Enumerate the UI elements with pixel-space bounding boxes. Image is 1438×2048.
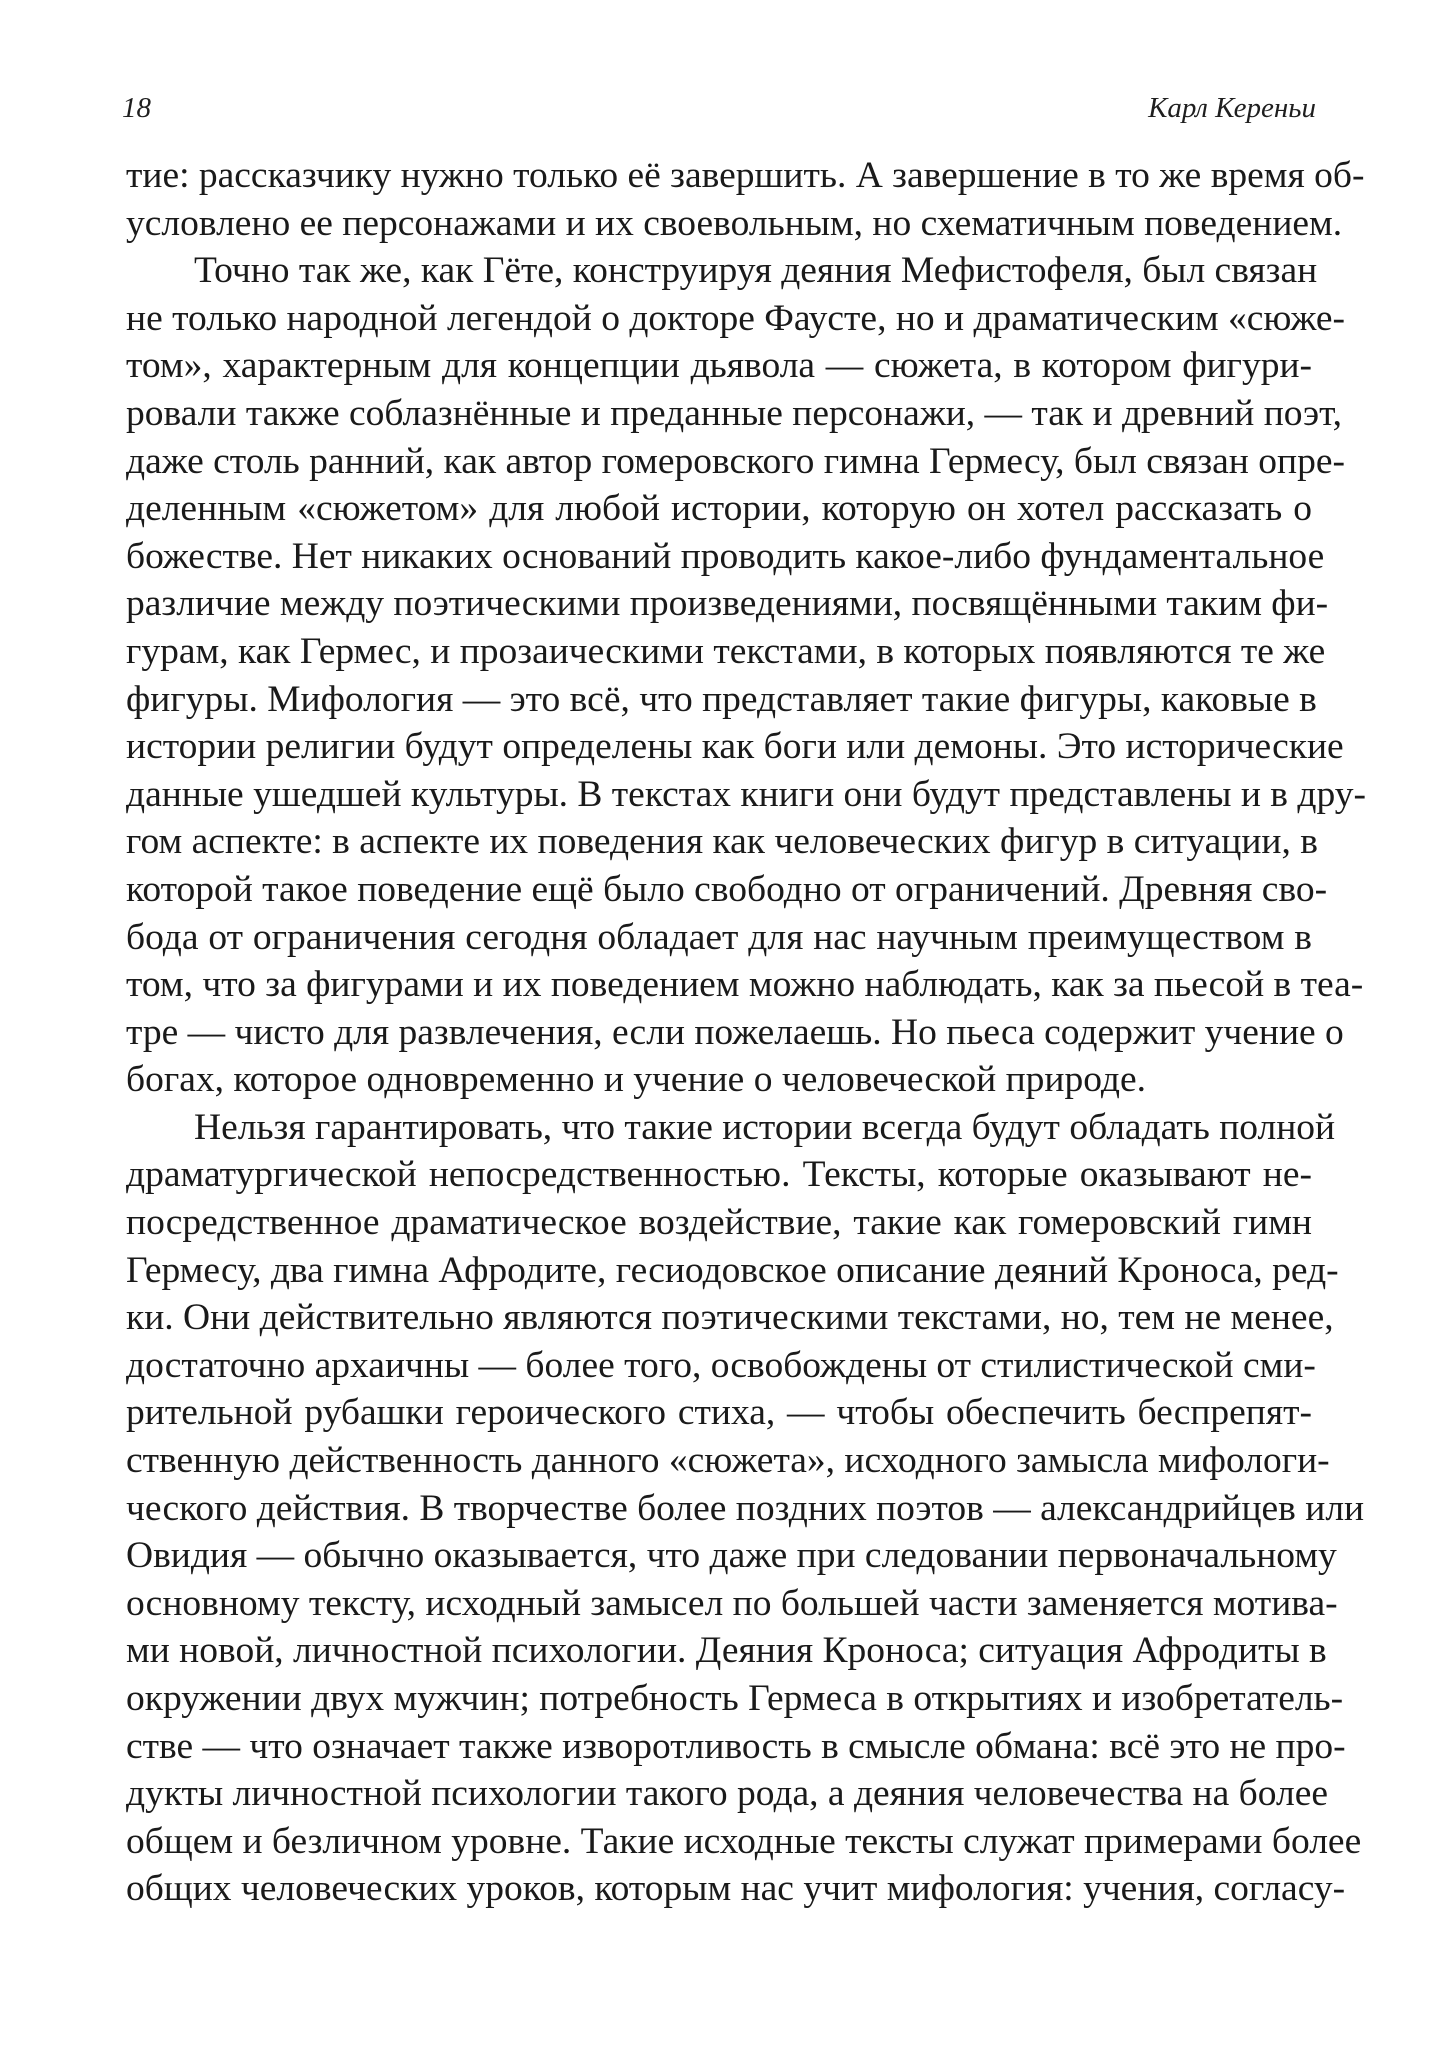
text-line: фигуры. Мифология — это всё, что представляет такие фигуры, каковые в: [126, 678, 1317, 720]
text-line: тие: рассказчику нужно только её завершить. А завершение в то же время об-: [126, 155, 1365, 196]
text-line: рительной рубашки героического стиха, — чтобы обеспечить беспрепят-: [126, 1392, 1312, 1434]
text-line: ровали также соблазнённые и преданные персонажи, — так и древний поэт,: [126, 392, 1343, 434]
text-line: божестве. Нет никаких оснований проводить какое-либо фундаментальное: [126, 535, 1325, 577]
text-line: условлено ее персонажами и их своевольным, но схематичным поведением.: [126, 202, 1343, 244]
body-text: [126, 152, 1366, 1913]
text-line: стве — что означает также изворотливость в смысле обмана: всё это не про-: [126, 1725, 1346, 1767]
text-line: истории религии будут определены как боги или демоны. Это исторические: [126, 726, 1344, 768]
text-line: основному тексту, исходный замысел по большей части заменяется мотива-: [126, 1582, 1338, 1624]
text-line: общем и безличном уровне. Такие исходные тексты служат примерами более: [126, 1820, 1362, 1862]
text-line: Нельзя гарантировать, что такие истории всегда будут обладать полной: [194, 1106, 1336, 1148]
text-line: драматургической непосредственностью. Тексты, которые оказывают не-: [126, 1154, 1312, 1196]
text-line: различие между поэтическими произведениями, посвящёнными таким фи-: [126, 583, 1329, 625]
text-line: бода от ограничения сегодня обладает для нас научным преимуществом в: [126, 916, 1312, 958]
text-line: ческого действия. В творчестве более поздних поэтов — александрийцев или: [126, 1487, 1365, 1529]
running-head-author: Карл Кереньи: [1148, 92, 1316, 124]
text-line: тре — чисто для развлечения, если пожелаешь. Но пьеса содержит учение о: [126, 1011, 1344, 1053]
text-line: гурам, как Гермес, и прозаическими текстами, в которых появляются те же: [126, 630, 1326, 672]
text-line: посредственное драматическое воздействие, такие как гомеровский гимн: [126, 1202, 1312, 1244]
text-line: общих человеческих уроков, которым нас учит мифология: учения, согласу-: [126, 1868, 1346, 1910]
paragraph: [126, 152, 1365, 247]
text-line: окружении двух мужчин; потребность Гермеса в открытиях и изобретатель-: [126, 1678, 1344, 1719]
text-line: Точно так же, как Гёте, конструируя деяния Мефистофеля, был связан: [194, 250, 1318, 292]
text-line: Овидия — обычно оказывается, что даже при следовании первоначальному: [126, 1535, 1337, 1577]
text-line: ми новой, личностной психологии. Деяния Кроноса; ситуация Афродиты в: [126, 1630, 1327, 1672]
paragraph: [126, 1104, 1365, 1913]
text-line: ственную действенность данного «сюжета», исходного замысла мифологи-: [126, 1440, 1330, 1482]
text-line: том, что за фигурами и их поведением можно наблюдать, как за пьесой в теа-: [126, 964, 1364, 1006]
text-line: том», характерным для концепции дьявола — сюжета, в котором фигури-: [126, 345, 1312, 387]
text-line: не только народной легендой о докторе Фаусте, но и драматическим «сюже-: [126, 297, 1346, 339]
text-line: дукты личностной психологии такого рода, а деяния человечества на более: [126, 1773, 1328, 1815]
text-line: ки. Они действительно являются поэтическими текстами, но, тем не менее,: [126, 1297, 1334, 1339]
paragraph: [126, 247, 1366, 1104]
text-line: Гермесу, два гимна Афродите, гесиодовское описание деяний Кроноса, ред-: [126, 1249, 1339, 1291]
text-line: данные ушедшей культуры. В текстах книги они будут представлены и в дру-: [126, 773, 1366, 815]
text-line: деленным «сюжетом» для любой истории, которую он хотел рассказать о: [126, 488, 1312, 530]
running-head: [122, 92, 1316, 125]
text-line: гом аспекте: в аспекте их поведения как человеческих фигур в ситуации, в: [126, 821, 1318, 863]
text-line: которой такое поведение ещё было свободно от ограничений. Древняя сво-: [126, 868, 1328, 910]
text-line: богах, которое одновременно и учение о человеческой природе.: [126, 1059, 1146, 1101]
page-number: 18: [122, 92, 151, 124]
text-line: достаточно архаичны — более того, освобождены от стилистической сми-: [126, 1344, 1316, 1386]
text-line: даже столь ранний, как автор гомеровского гимна Гермесу, был связан опре-: [126, 440, 1345, 482]
